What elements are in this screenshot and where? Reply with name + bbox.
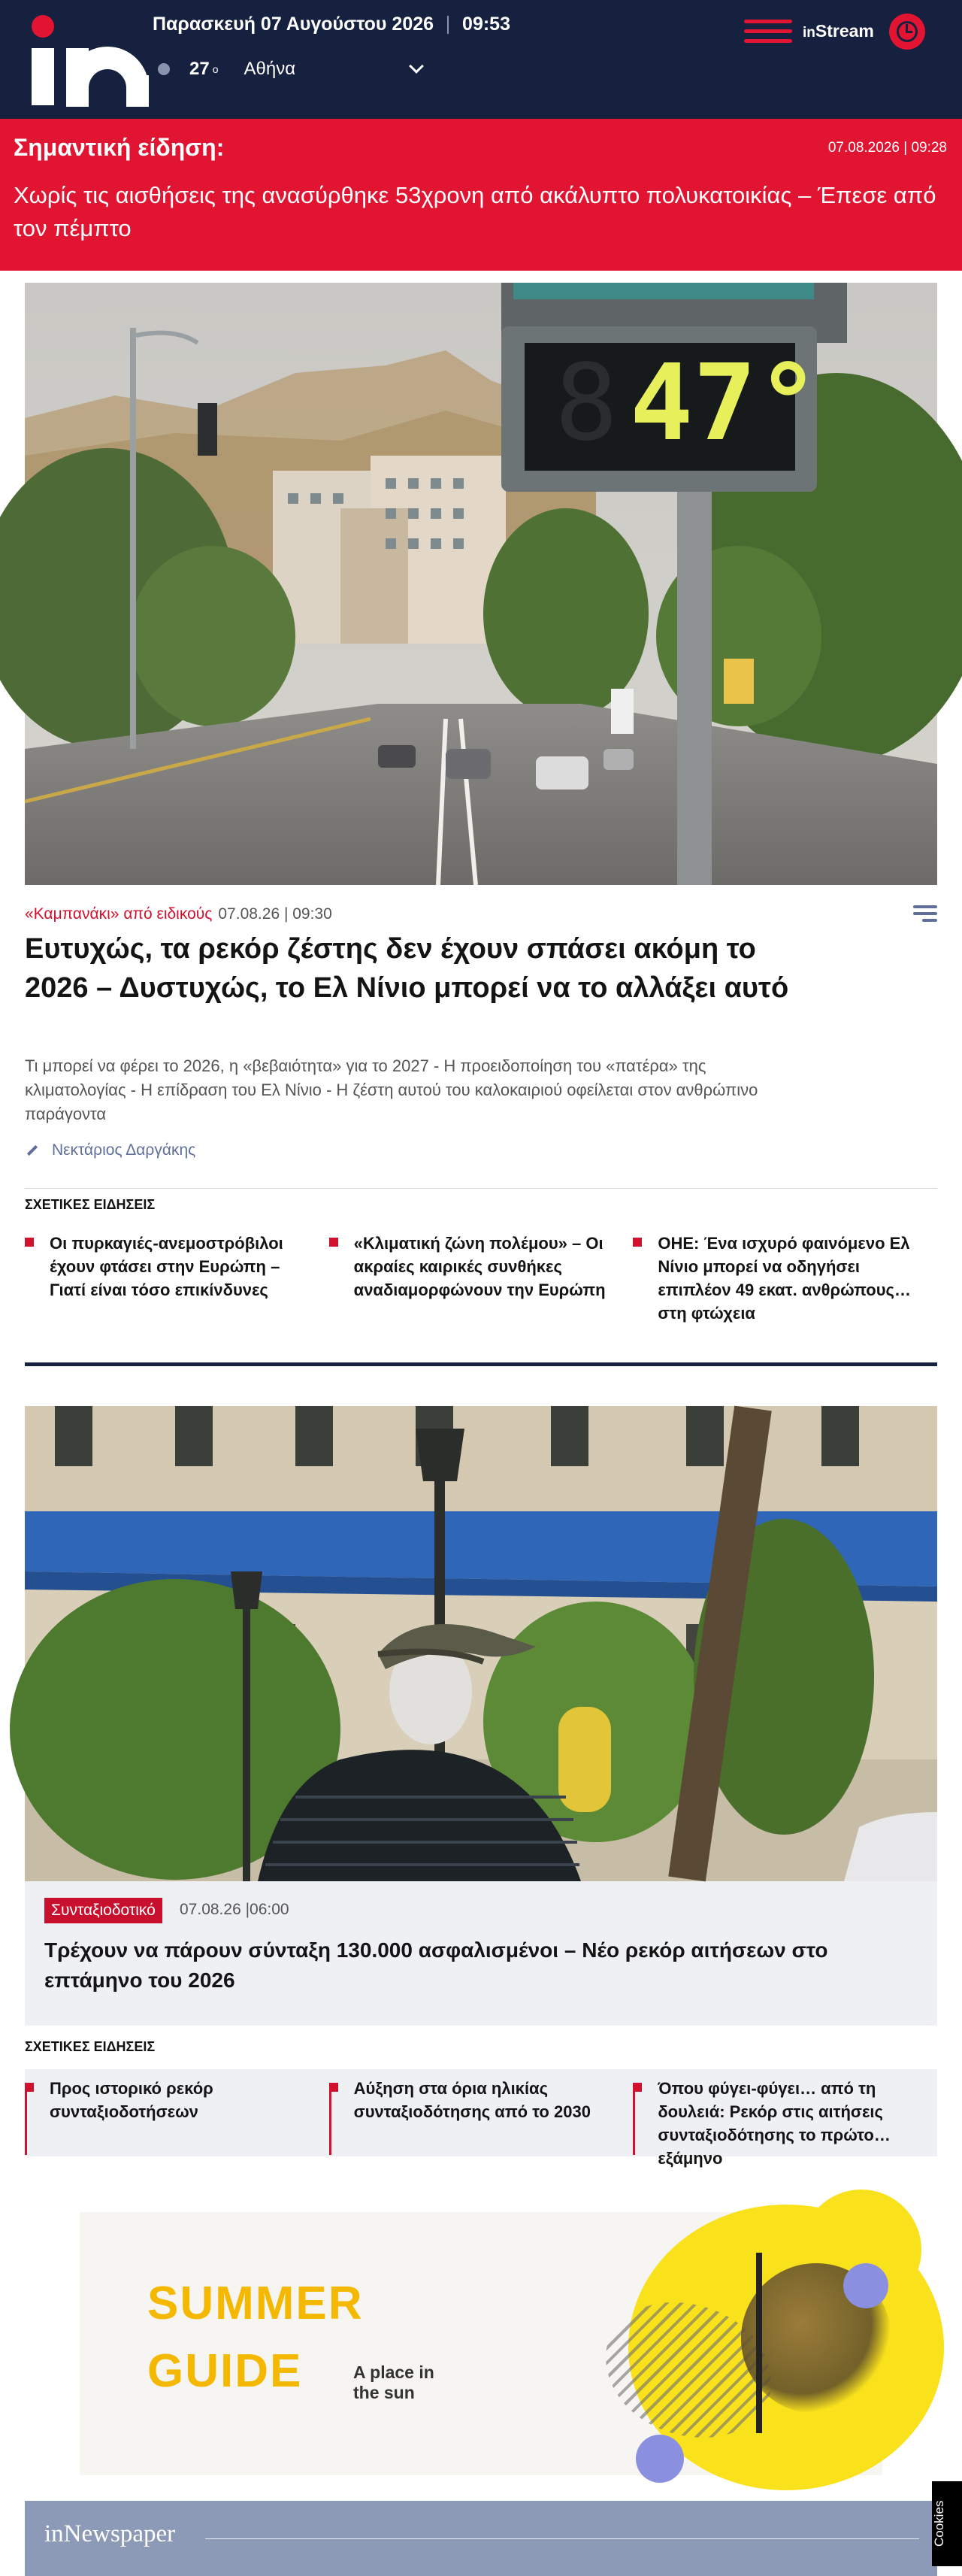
breaking-datetime: 07.08.2026 | 09:28	[827, 140, 947, 156]
datetime-separator	[447, 16, 449, 34]
ad-title-line1: SUMMER	[147, 2277, 364, 2329]
header-time: 09:53	[462, 14, 510, 35]
weather-widget[interactable]	[158, 59, 422, 80]
related-news-item[interactable]	[329, 2077, 634, 2147]
related-news-list	[25, 1232, 937, 1323]
breaking-label: Σημαντική είδηση:	[14, 134, 225, 161]
ad-line-shape	[756, 2253, 801, 2433]
innewspaper-section[interactable]	[25, 2501, 937, 2576]
related-news-item[interactable]	[329, 1232, 634, 1302]
article-1-image[interactable]	[25, 283, 937, 885]
weather-icon	[158, 63, 170, 75]
degree-symbol: o	[212, 63, 219, 75]
related-news-title[interactable]: Αύξηση στα όρια ηλικίας συνταξιοδότησης από το 2030	[353, 2079, 591, 2121]
weather-temp: 27	[189, 59, 210, 79]
list-icon[interactable]	[913, 905, 937, 922]
related-news-label: ΣΧΕΤΙΚΕΣ ΕΙΔΗΣΕΙΣ	[25, 2039, 156, 2054]
related-news-item[interactable]	[633, 2077, 937, 2168]
menu-button[interactable]	[744, 18, 792, 45]
site-logo[interactable]	[24, 11, 126, 98]
related-news-title[interactable]: «Κλιματική ζώνη πολέμου» – Οι ακραίες καιρικές συνθήκες αναδιαμορφώνουν την Ευρώπη	[353, 1234, 606, 1299]
related-news-item[interactable]	[25, 2077, 329, 2147]
article-2-image[interactable]	[25, 1406, 937, 1881]
related-news-item[interactable]	[25, 1232, 329, 1302]
divider	[25, 1188, 937, 1189]
article-1-kicker[interactable]: «Καμπανάκι» από ειδικούς	[25, 905, 213, 923]
ad-subtitle-line1: A place in	[353, 2362, 434, 2382]
svg-text:8: 8	[555, 342, 619, 465]
related-news-title[interactable]: Όπου φύγει-φύγει… από τη δουλειά: Ρεκόρ στις αιτήσεις συνταξιοδότησης το πρώτο εξάμηνο	[658, 2079, 883, 2168]
related-news-title[interactable]: Οι πυρκαγιές-ανεμοστρόβιλοι έχουν φτάσει στην Ευρώπη – Γιατί είναι τόσο επικίνδυνες	[50, 1234, 283, 1299]
breaking-headline[interactable]: Χωρίς τις αισθήσεις της ανασύρθηκε 53χρονη από ακάλυπτο πολυκατοικίας – Έπεσε από τον πέμπτο	[14, 182, 936, 241]
article-1-author[interactable]	[25, 1141, 195, 1159]
related-news-label: ΣΧΕΤΙΚΕΣ ΕΙΔΗΣΕΙΣ	[25, 1197, 156, 1212]
instream-link[interactable]	[803, 21, 874, 41]
category-badge[interactable]: Συνταξιοδοτικό	[44, 1898, 162, 1923]
breaking-news-banner[interactable]	[0, 119, 962, 271]
ad-title-word: GUIDE	[147, 2345, 303, 2397]
article-2-card[interactable]	[25, 1406, 937, 2026]
article-1-meta: 07.08.26 | 09:30	[218, 905, 332, 923]
divider	[205, 2538, 919, 2539]
weather-city: Αθήνα	[244, 59, 296, 79]
pencil-icon	[27, 1145, 38, 1156]
article-2-meta: 07.08.26 |06:00	[180, 1901, 289, 1918]
related-news-title[interactable]: Προς ιστορικό ρεκόρ συνταξιοδοτήσεων	[50, 2079, 213, 2121]
related-news-title[interactable]: ΟΗΕ: Ένα ισχυρό φαινόμενο Ελ Νίνιο μπορεί να οδηγήσει επιπλέον 49 εκατ. ανθρώπους στη φτώχεια	[658, 1234, 910, 1323]
instream-label: Stream	[815, 21, 874, 41]
summer-guide-ad[interactable]	[80, 2212, 882, 2475]
innewspaper-label[interactable]: inNewspaper	[44, 2520, 176, 2547]
article-1-lead: Τι μπορεί να φέρει το 2026, η «βεβαιότητα» για το 2027 - Η προειδοποίηση του «πατέρα» της κλιματολογίας - Η επίδραση του Ελ Νίνιο - Η ζέστη αυτού του καλοκαιριού οφείλεται στον ανθρώπινο παράγοντα	[25, 1056, 758, 1123]
header-date: Παρασκευή 07 Αυγούστου 2026	[153, 14, 434, 35]
site-header	[0, 0, 962, 119]
article-2-title[interactable]: Τρέχουν να πάρουν σύνταξη 130.000 ασφαλισμένοι – Νέο ρεκόρ αιτήσεων στο επτάμηνο του 2026	[44, 1938, 828, 1992]
author-name[interactable]: Νεκτάριος Δαργάκης	[52, 1141, 196, 1159]
chevron-down-icon[interactable]	[409, 59, 424, 74]
article-1-title[interactable]: Ευτυχώς, τα ρεκόρ ζέστης δεν έχουν σπάσει ακόμη το 2026 – Δυστυχώς, το Ελ Νίνιο μπορεί να το αλλάξει αυτό	[25, 933, 789, 1004]
related-news-item[interactable]	[633, 1232, 937, 1323]
instream-prefix: in	[803, 25, 815, 41]
cookies-button[interactable]: Cookies	[932, 2481, 962, 2566]
ad-circle-shape	[636, 2435, 684, 2483]
thermometer-reading: 47°	[630, 342, 820, 465]
ad-subtitle	[353, 2362, 434, 2403]
ad-subtitle-line2: the sun	[353, 2383, 415, 2402]
ad-title-line2	[147, 2344, 302, 2398]
ad-circle-shape	[843, 2263, 888, 2308]
header-datetime	[153, 14, 510, 35]
article-1-kicker-row	[25, 905, 332, 923]
clock-icon[interactable]	[889, 14, 925, 50]
related-news-panel	[25, 2069, 937, 2168]
section-divider	[25, 1362, 937, 1366]
related-news-list	[25, 2077, 937, 2168]
